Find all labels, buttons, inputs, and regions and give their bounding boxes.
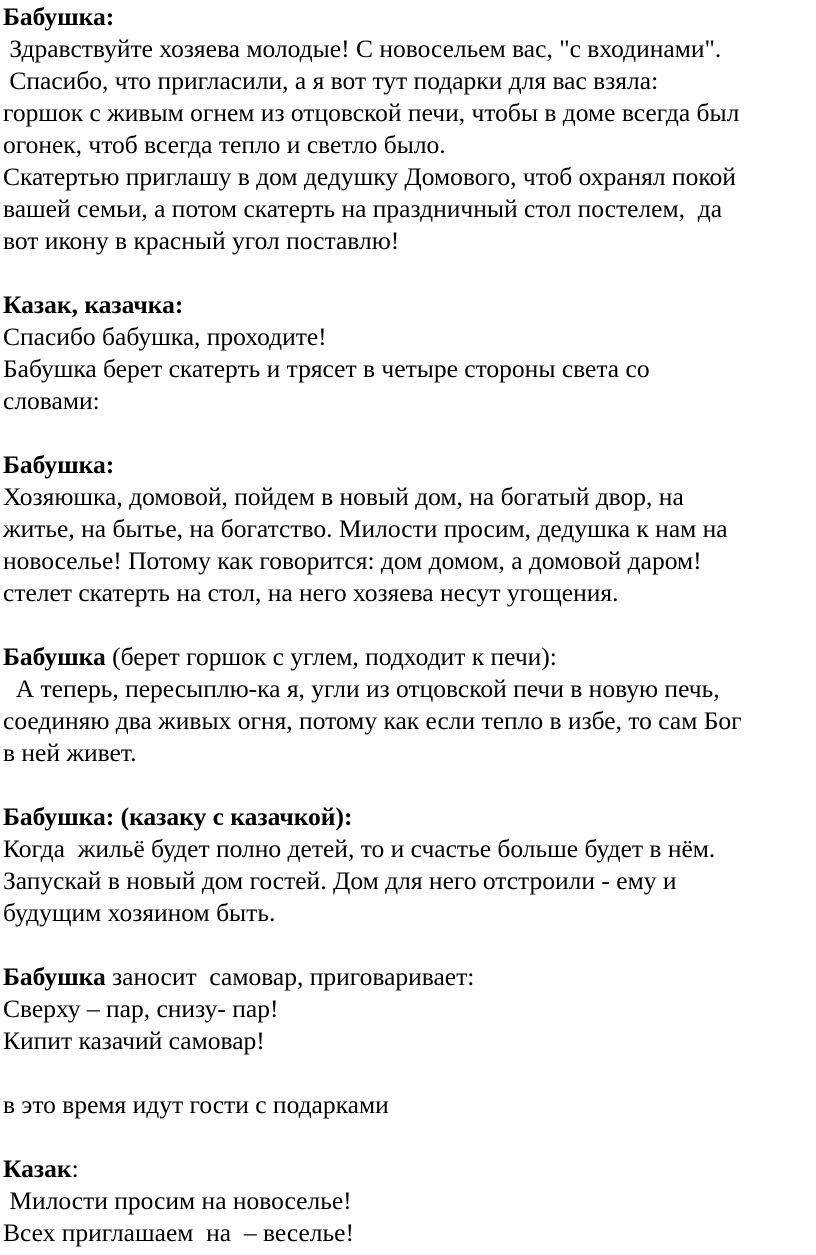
blank-line [3, 417, 816, 449]
text-line: Скатертью приглашу в дом дедушку Домового, чтоб охранял покой [3, 162, 736, 191]
blank-line [3, 929, 816, 961]
stage-direction: заносит самовар, приговаривает: [105, 962, 475, 991]
text-line: житье, на бытье, на богатство. Милости просим, дедушка к нам на [3, 514, 728, 543]
text-line: Запускай в новый дом гостей. Дом для него отстроили - ему и [3, 866, 677, 895]
text-line: огонек, чтоб всегда тепло и светло было. [3, 130, 446, 159]
text-line: Сверху – пар, снизу- пар! [3, 994, 279, 1023]
blank-line [3, 1057, 816, 1089]
text-line: будущим хозяином быть. [3, 898, 276, 927]
speaker-label: Бабушка: (казаку с казачкой): [3, 802, 353, 831]
dialogue-block [3, 801, 816, 929]
dialogue-block [3, 641, 816, 769]
blank-line [3, 257, 816, 289]
text-line: новоселье! Потому как говорится: дом домом, а домовой даром! [3, 546, 702, 575]
document-page [0, 1, 816, 1255]
text-line: Спасибо, что пригласили, а я вот тут подарки для вас взяла: [3, 66, 659, 95]
dialogue-block [3, 961, 816, 1057]
stage-direction-line: в это время идут гости с подарками [3, 1090, 389, 1119]
speaker-line [3, 641, 816, 673]
dialogue-block [3, 289, 816, 417]
stage-direction: (берет горшок с углем, подходит к печи): [105, 642, 557, 671]
text-line: словами: [3, 386, 100, 415]
blank-line [3, 1121, 816, 1153]
speaker-line [3, 1153, 816, 1185]
speaker-colon: : [71, 1154, 79, 1183]
speaker-line [3, 961, 816, 993]
blank-line [3, 609, 816, 641]
speaker-label: Бабушка [3, 642, 106, 671]
speaker-label: Казак, казачка: [3, 290, 184, 319]
speaker-label: Казак [3, 1154, 72, 1183]
text-line: стелет скатерть на стол, на него хозяева несут угощения. [3, 578, 619, 607]
blank-line [3, 769, 816, 801]
text-line: Кипит казачий самовар! [3, 1026, 265, 1055]
text-line: соединяю два живых огня, потому как если тепло в избе, то сам Бог [3, 706, 742, 735]
text-line: Всех приглашаем на – веселье! [3, 1218, 354, 1247]
speaker-label: Бабушка: [3, 2, 115, 31]
dialogue-block [3, 1, 816, 257]
text-line: Хозяюшка, домовой, пойдем в новый дом, на богатый двор, на [3, 482, 684, 511]
text-line: Бабушка берет скатерть и трясет в четыре стороны света со [3, 354, 650, 383]
text-line: вашей семьи, а потом скатерть на праздничный стол постелем, да [3, 194, 723, 223]
speaker-label: Бабушка [3, 962, 106, 991]
text-line: А теперь, пересыплю-ка я, угли из отцовской печи в новую печь, [3, 674, 720, 703]
dialogue-block [3, 449, 816, 609]
dialogue-block [3, 1089, 816, 1121]
speaker-label: Бабушка: [3, 450, 115, 479]
text-line: Когда жильё будет полно детей, то и счастье больше будет в нём. [3, 834, 716, 863]
text-line: Милости просим на новоселье! [3, 1186, 352, 1215]
text-line: Спасибо бабушка, проходите! [3, 322, 327, 351]
text-line: в ней живет. [3, 738, 137, 767]
dialogue-block [3, 1153, 816, 1249]
text-line: горшок с живым огнем из отцовской печи, чтобы в доме всегда был [3, 98, 740, 127]
text-line: вот икону в красный угол поставлю! [3, 226, 400, 255]
text-line: Здравствуйте хозяева молодые! С новосельем вас, "с входинами". [3, 34, 722, 63]
